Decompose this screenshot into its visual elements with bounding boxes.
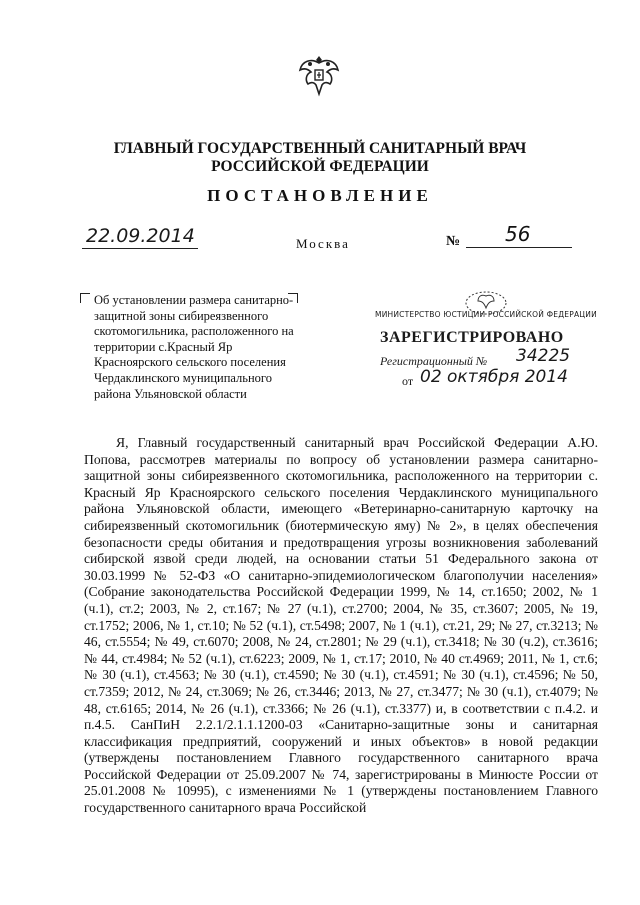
number-label: № [446, 234, 461, 249]
stamp-date-label: от [402, 374, 414, 388]
document-body [84, 435, 598, 817]
issuer-title: ГЛАВНЫЙ ГОСУДАРСТВЕННЫЙ САНИТАРНЫЙ ВРАЧ [113, 140, 527, 157]
stamp-registration-number: 34225 [516, 346, 571, 366]
document-date: 22.09.2014 [86, 225, 195, 247]
subject-bracket-left [80, 293, 90, 303]
body-paragraph: Я, Главный государственный санитарный врач Российской Федерации А.Ю. Попова, рассмотрев материалы по вопросу об установлении размера санитарно-защитной зоны сибиреязвенного скотомогильника, расположенного на территории с. Красный Яр Красноярского сельского поселения Чердаклинского муниципального района Ульяновской области, имеющего «Ветеринарно-санитарную карточку на сибиреязвенный скотомогильник (биотермическую яму) № 2», в целях обеспечения безопасности среды обитания и предотвращения угрозы возникновения заболеваний сибирской язвой среди людей, на основании статьи 51 Федерального закона от 30.03.1999 № 52-ФЗ «О санитарно-эпидемиологическом благополучии населения» (Собрание законодательства Российской Федерации 1999, № 14, ст.1650; 2002, № 1 (ч.1), ст.2; 2003, № 2, ст.167; № 27 (ч.1), ст.2700; 2004, № 35, ст.3607; 2005, № 19, ст.1752; 2006, № 1, ст.10; № 52 (ч.1), ст.5498; 2007, № 1 (ч.1), ст.21, 29; № 27, ст.3213; № 46, ст.5554; № 49, ст.6070; 2008, № 24, ст.2801; № 29 (ч.1), ст.3418; № 30 (ч.2), ст.3616; № 44, ст.4984; № 52 (ч.1), ст.6223; 2009, № 1, ст.17; 2010, № 40 ст.4969; 2011, № 1, ст.6; № 30 (ч.1), ст.4563; № 30 (ч.1), ст.4590; № 30 (ч.1), ст.4591; № 30 (ч.1), ст.4596; № 50, ст.7359; 2012, № 24, ст.3069; № 26, ст.3446; 2013, № 27, ст.3477; № 30 (ч.1), ст.4079; № 48, ст.6165; 2014, № 26 (ч.1), ст.3366; № 26 (ч.1), ст.3377) и, в соответствии с п.4.2. и п.4.5. СанПиН 2.2.1/2.1.1.1200-03 «Санитарно-защитные зоны и санитарная классификация предприятий, сооружений и иных объектов» в новой редакции (утверждены постановлением Главного государственного санитарного врача Российской Федерации от 25.09.2007 № 74, зарегистрированы в Минюсте России от 25.01.2008 № 10995), с изменениями № 1 (утверждены постановлением Главного государственного санитарного врача Российской [84, 435, 598, 816]
document-city: Москва [296, 236, 350, 251]
stamp-registration-label: Регистрационный № [380, 354, 488, 368]
stamp-ministry: МИНИСТЕРСТВО ЮСТИЦИИ РОССИЙСКОЙ ФЕДЕРАЦИИ [375, 310, 597, 319]
document-subject: Об установлении размера санитарно-защитной зоны сибиреязвенного скотомогильника, расположенного на территории с.Красный Яр Красноярского сельского поселения Чердаклинского муниципального района Ульяновской области [94, 293, 294, 401]
document-number: 56 [505, 222, 531, 246]
stamp-registered: ЗАРЕГИСТРИРОВАНО [380, 329, 564, 346]
number-underline [466, 247, 572, 248]
document-title: ПОСТАНОВЛЕНИЕ [207, 186, 433, 205]
date-underline [82, 248, 198, 249]
issuer-title-country: РОССИЙСКОЙ ФЕДЕРАЦИИ [211, 158, 429, 175]
coat-of-arms-icon [296, 52, 342, 98]
registration-stamp [370, 296, 602, 406]
stamp-date: 02 октября 2014 [420, 367, 569, 387]
